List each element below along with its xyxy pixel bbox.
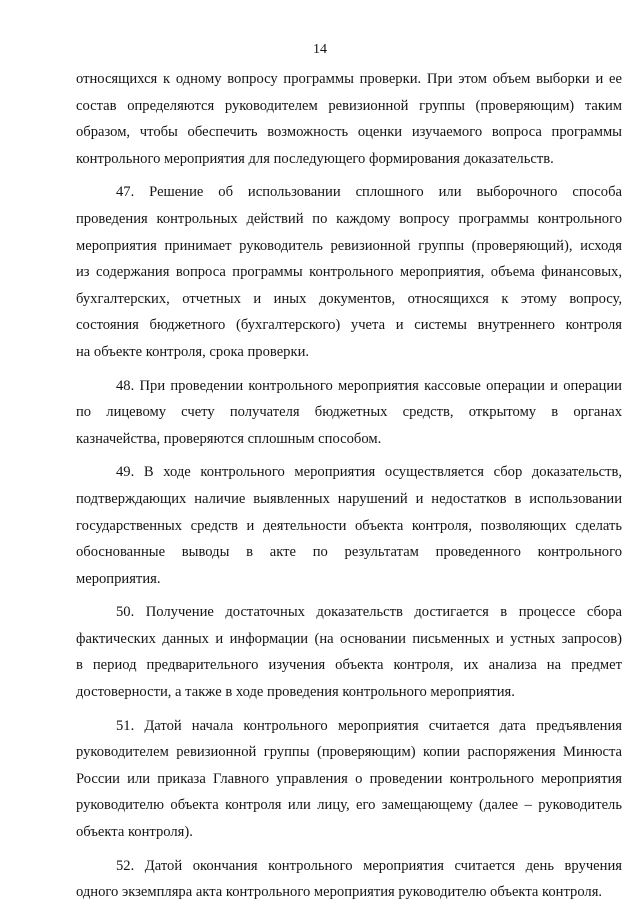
paragraph (76, 373, 622, 453)
text-line: объекта контроля). (76, 824, 193, 841)
text-line: бухгалтерских, отчетных и иных документов, относящихся к этому вопросу, (76, 290, 622, 307)
text-line: фактических данных и информации (на основании письменных и устных запросов) (76, 630, 622, 647)
text-line: контрольного мероприятия для последующего формирования доказательств. (76, 150, 554, 167)
text-line: из содержания вопроса программы контрольного мероприятия, объема финансовых, (76, 264, 622, 281)
paragraph (76, 853, 622, 906)
text-line: руководителю объекта контроля или лицу, его замещающему (далее – руководитель (76, 797, 622, 814)
paragraph-gap (76, 706, 622, 713)
text-line: 49. В ходе контрольного мероприятия осуществляется сбор доказательств, (116, 464, 622, 481)
text-line: относящихся к одному вопросу программы проверки. При этом объем выборки и ее (76, 71, 622, 87)
paragraph-gap (76, 846, 622, 853)
text-line: государственных средств и деятельности объекта контроля, позволяющих сделать (76, 517, 622, 534)
text-line: по лицевому счету получателя бюджетных средств, открытому в органах (76, 404, 622, 421)
text-line: России или приказа Главного управления о проведении контрольного мероприятия (76, 770, 622, 787)
document-body (76, 66, 622, 906)
text-line: мероприятия. (76, 570, 161, 587)
text-line: в период предварительного изучения объекта контроля, их анализа на предмет (76, 657, 622, 674)
text-line: казначейства, проверяются сплошным способом. (76, 430, 382, 447)
text-line: подтверждающих наличие выявленных нарушений и недостатков в использовании (76, 490, 622, 507)
text-line: 47. Решение об использовании сплошного или выборочного способа (116, 184, 622, 201)
text-line: проведения контрольных действий по каждому вопросу программы контрольного (76, 210, 622, 227)
paragraph (76, 713, 622, 846)
text-line: 51. Датой начала контрольного мероприятия считается дата предъявления (116, 717, 622, 734)
paragraph-gap (76, 452, 622, 459)
text-line: мероприятия принимает руководитель ревизионной группы (проверяющий), исходя (76, 237, 622, 254)
text-line: одного экземпляра акта контрольного мероприятия руководителю объекта контроля. (76, 884, 603, 901)
paragraph-gap (76, 366, 622, 373)
text-line: 48. При проведении контрольного мероприятия кассовые операции и операции (116, 377, 622, 394)
text-line: состав определяются руководителем ревизионной группы (проверяющим) таким (76, 97, 622, 114)
text-line: руководителем ревизионной группы (проверяющим) копии распоряжения Минюста (76, 744, 622, 761)
text-line: 52. Датой окончания контрольного мероприятия считается день вручения (116, 857, 622, 874)
paragraph-gap (76, 592, 622, 599)
paragraph (76, 599, 622, 705)
paragraph-gap (76, 172, 622, 179)
text-line: 50. Получение достаточных доказательств достигается в процессе сбора (116, 604, 622, 621)
text-line: достоверности, а также в ходе проведения контрольного мероприятия. (76, 684, 515, 701)
paragraph (76, 179, 622, 365)
paragraph (76, 66, 622, 172)
text-line: образом, чтобы обеспечить возможность оценки изучаемого вопроса программы (76, 124, 622, 141)
text-line: на объекте контроля, срока проверки. (76, 343, 310, 360)
text-line: состояния бюджетного (бухгалтерского) учета и системы внутреннего контроля (76, 317, 622, 334)
page-number: 14 (313, 42, 327, 57)
paragraph (76, 459, 622, 592)
text-line: обоснованные выводы в акте по результатам проведенного контрольного (76, 544, 622, 561)
